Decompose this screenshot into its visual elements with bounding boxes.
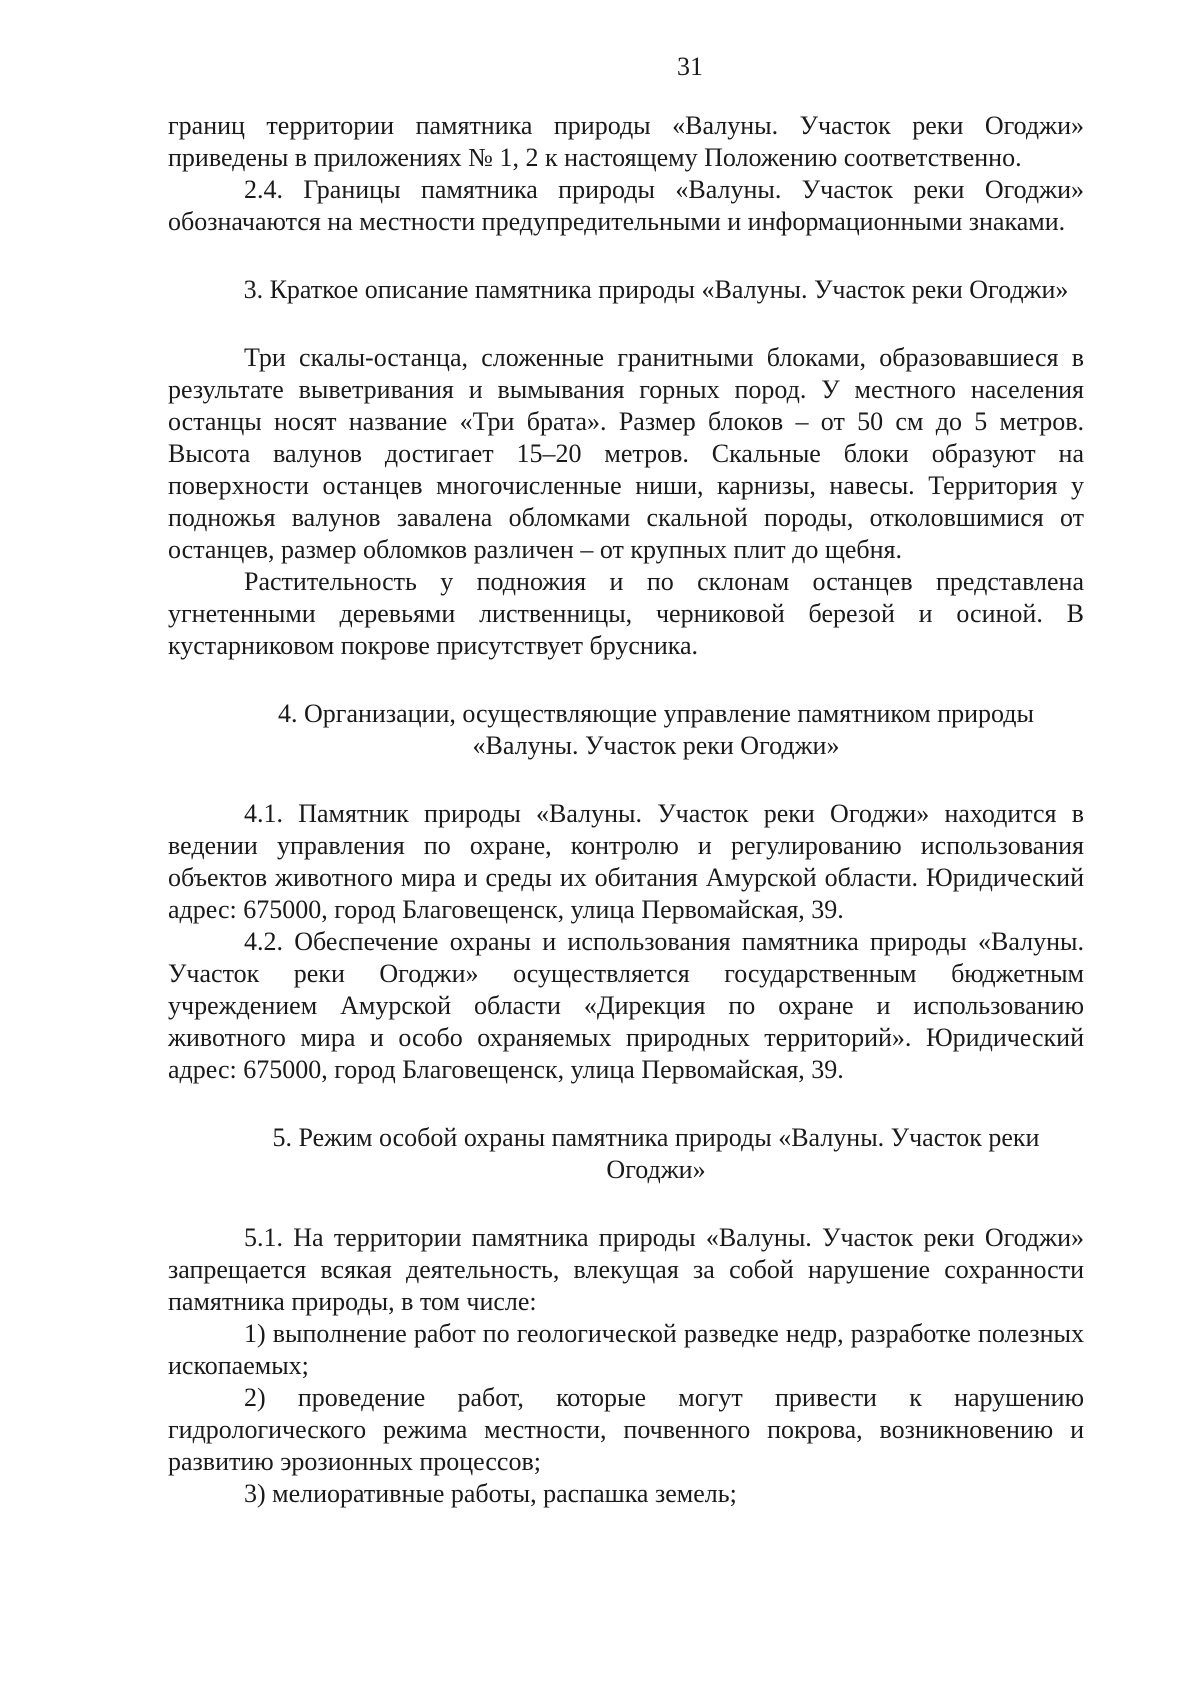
section-3-heading: 3. Краткое описание памятника природы «Валуны. Участок реки Огоджи» [243,275,1069,304]
list-item-2: 2) проведение работ, которые могут привести к нарушению гидрологического режима местности, почвенного покрова, возникновению и развитию эрозионных процессов; [168,1383,1084,1476]
paragraph-4-2: 4.2. Обеспечение охраны и использования памятника природы «Валуны. Участок реки Огоджи» осуществляется государственным бюджетным учреждением Амурской области «Дирекция по охране и использованию животного мира и особо охраняемых природных территорий». Юридический адрес: 675000, город Благовещенск, улица Первомайская, 39. [168,927,1084,1084]
list-item-3: 3) мелиоративные работы, распашка земель; [244,1479,737,1508]
document-body [168,110,1084,1510]
page-number: 31 [677,52,703,81]
paragraph-4-1: 4.1. Памятник природы «Валуны. Участок реки Огоджи» находится в ведении управления по охране, контролю и регулированию использования объектов животного мира и среды их обитания Амурской области. Юридический адрес: 675000, город Благовещенск, улица Первомайская, 39. [168,799,1084,924]
section-5-heading: 5. Режим особой охраны памятника природы «Валуны. Участок реки Огоджи» [272,1123,1040,1184]
section-3-paragraph-description: Три скалы-останца, сложенные гранитными блоками, образовавшиеся в результате выветривания и вымывания горных пород. У местного населения останцы носят название «Три брата». Размер блоков – от 50 см до 5 метров. Высота валунов достигает 15–20 метров. Скальные блоки образуют на поверхности останцев многочисленные ниши, карнизы, навесы. Территория у подножья валунов завалена обломками скальной породы, отколовшимися от останцев, размер обломков различен – от крупных плит до щебня. [168,343,1084,564]
list-item-1: 1) выполнение работ по геологической разведке недр, разработке полезных ископаемых; [168,1319,1084,1380]
section-3-paragraph-vegetation: Растительность у подножия и по склонам останцев представлена угнетенными деревьями лиственницы, черниковой березой и осиной. В кустарниковом покрове присутствует брусника. [168,567,1084,660]
paragraph-5-1: 5.1. На территории памятника природы «Валуны. Участок реки Огоджи» запрещается всякая деятельность, влекущая за собой нарушение сохранности памятника природы, в том числе: [168,1223,1084,1316]
paragraph-boundaries-appendix: границ территории памятника природы «Валуны. Участок реки Огоджи» приведены в приложениях № 1, 2 к настоящему Положению соответственно. [168,111,1084,172]
paragraph-2-4: 2.4. Границы памятника природы «Валуны. Участок реки Огоджи» обозначаются на местности предупредительными и информационными знаками. [168,175,1084,236]
section-4-heading: 4. Организации, осуществляющие управление памятником природы «Валуны. Участок реки Огоджи» [278,699,1034,760]
